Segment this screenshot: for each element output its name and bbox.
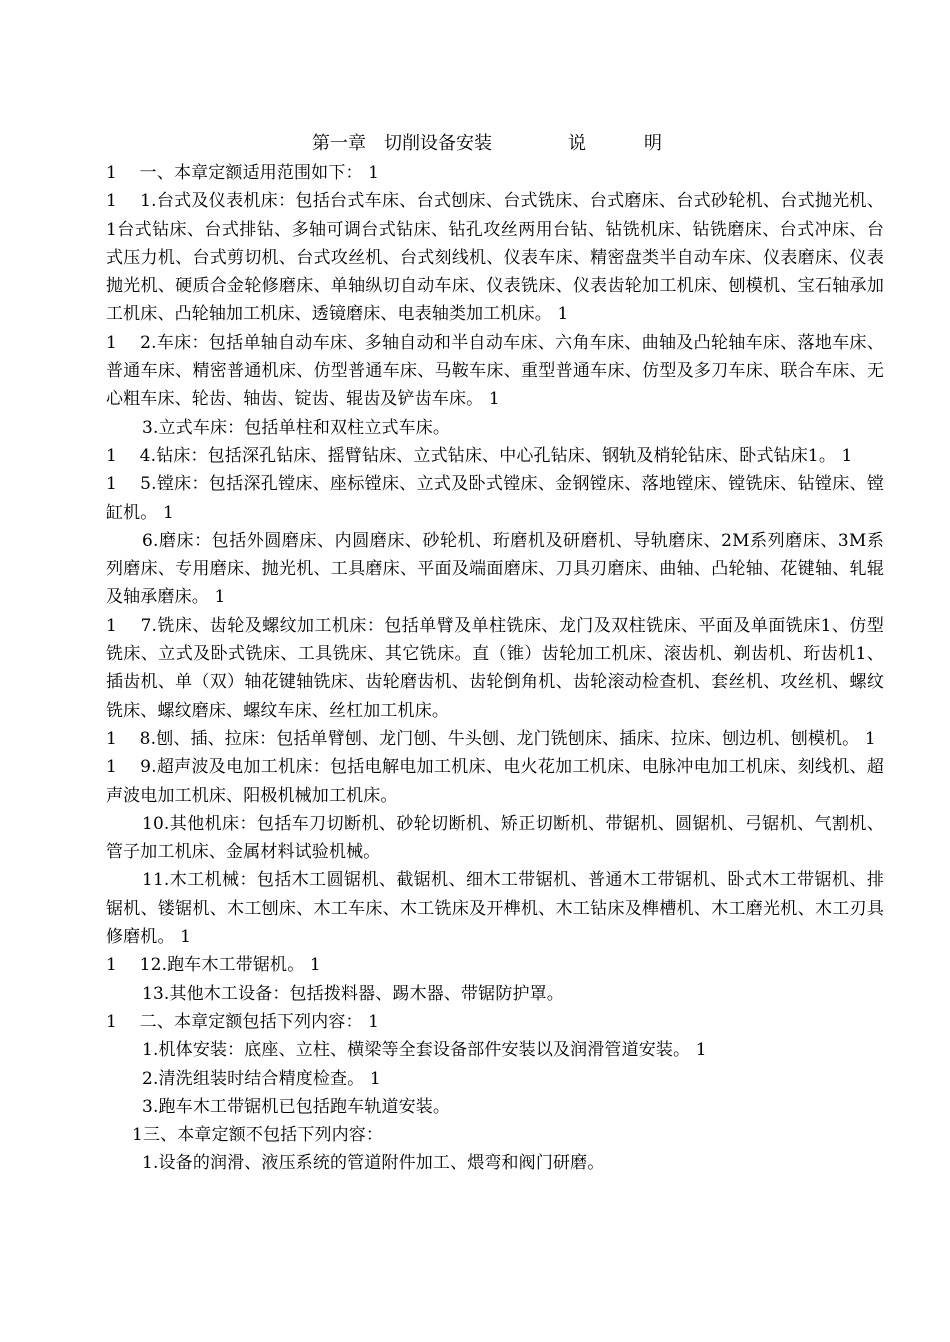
paragraph-item-1: 1 1.台式及仪表机床：包括台式车床、台式刨床、台式铣床、台式磨床、台式砂轮机、台式抛光机、1台式钻床、台式排钻、多轴可调台式钻床、钻孔攻丝两用台钻、钻铣机床、钻铣磨床、台式冲床、台式压力机、台式剪切机、台式攻丝机、台式刻线机、仪表车床、精密盘类半自动车床、仪表磨床、仪表抛光机、硬质合金轮修磨床、单轴纵切自动车床、仪表铣床、仪表齿轮加工机床、刨模机、宝石轴承加工机床、凸轮轴加工机床、透镜磨床、电表轴类加工机床。 1 (106, 191, 884, 325)
include-item-2: 2.清洗组装时结合精度检查。 1 (142, 1068, 381, 1089)
paragraph-item-5: 1 5.镗床：包括深孔镗床、座标镗床、立式及卧式镗床、金钢镗床、落地镗床、镗铣床、钻镗床、镗缸机。 1 (106, 474, 884, 523)
paragraph-item-8: 1 8.刨、插、拉床：包括单臂刨、龙门刨、牛头刨、龙门铣刨床、插床、拉床、刨边机、刨模机。 1 (106, 728, 876, 749)
title-word-ming: 明 (644, 133, 662, 154)
paragraph-item-13: 13.其他木工设备：包括拨料器、踢木器、带锯防护罩。 (142, 983, 564, 1004)
paragraph-item-10: 10.其他机床：包括车刀切断机、砂轮切断机、矫正切断机、带锯机、圆锯机、弓锯机、气割机、管子加工机床、金属材料试验机械。 (106, 813, 884, 863)
include-item-1: 1.机体安装：底座、立柱、横梁等全套设备部件安装以及润滑管道安装。 1 (142, 1040, 707, 1061)
paragraph-item-3: 3.立式车床：包括单柱和双柱立式车床。 (142, 417, 451, 438)
paragraph-item-9: 1 9.超声波及电加工机床：包括电解电加工机床、电火花加工机床、电脉冲电加工机床、刻线机、超声波电加工机床、阳极机械加工机床。 (106, 757, 884, 806)
paragraph-item-12: 1 12.跑车木工带锯机。 1 (106, 955, 321, 976)
title-word-shuo: 说 (568, 133, 586, 154)
paragraph-item-2: 1 2.车床：包括单轴自动车床、多轴自动和半自动车床、六角车床、曲轴及凸轮轴车床、落地车床、普通车床、精密普通机床、仿型普通车床、马鞍车床、重型普通车床、仿型及多刀车床、联合车床、无心粗车床、轮齿、轴齿、锭齿、辊齿及铲齿车床。 1 (106, 332, 884, 410)
paragraph-item-4: 1 4.钻床：包括深孔钻床、摇臂钻床、立式钻床、中心孔钻床、钢轨及梢轮钻床、卧式钻床1。 1 (106, 445, 853, 466)
chapter-heading: 第一章 切削设备安装 (312, 133, 492, 154)
exclude-item-1: 1.设备的润滑、液压系统的管道附件加工、煨弯和阀门研磨。 (142, 1153, 605, 1174)
section-heading-excludes: 1三、本章定额不包括下列内容： (132, 1125, 384, 1146)
section-heading-includes: 1 二、本章定额包括下列内容： 1 (106, 1011, 380, 1032)
document-body (106, 159, 884, 1178)
paragraph-item-7: 1 7.铣床、齿轮及螺纹加工机床：包括单臂及单柱铣床、龙门及双柱铣床、平面及单面铣床1、仿型铣床、立式及卧式铣床、工具铣床、其它铣床。直（锥）齿轮加工机床、滚齿机、剃齿机、珩齿机1、插齿机、单（双）轴花键轴铣床、齿轮磨齿机、齿轮倒角机、齿轮滚动检查机、套丝机、攻丝机、螺纹铣床、螺纹磨床、螺纹车床、丝杠加工机床。 (106, 615, 884, 721)
paragraph-item-6: 6.磨床：包括外圆磨床、内圆磨床、砂轮机、珩磨机及研磨机、导轨磨床、2M系列磨床、3M系列磨床、专用磨床、抛光机、工具磨床、平面及端面磨床、刀具刃磨床、曲轴、凸轮轴、花键轴、轧辊及轴承磨床。 1 (106, 530, 884, 608)
section-heading-scope: 1 一、本章定额适用范围如下： 1 (106, 163, 380, 183)
include-item-3: 3.跑车木工带锯机已包括跑车轨道安装。 (142, 1096, 451, 1117)
paragraph-item-11: 11.木工机械：包括木工圆锯机、截锯机、细木工带锯机、普通木工带锯机、卧式木工带锯机、排锯机、镂锯机、木工刨床、木工车床、木工铣床及开榫机、木工钻床及榫槽机、木工磨光机、木工刃具修磨机。 1 (106, 870, 884, 948)
